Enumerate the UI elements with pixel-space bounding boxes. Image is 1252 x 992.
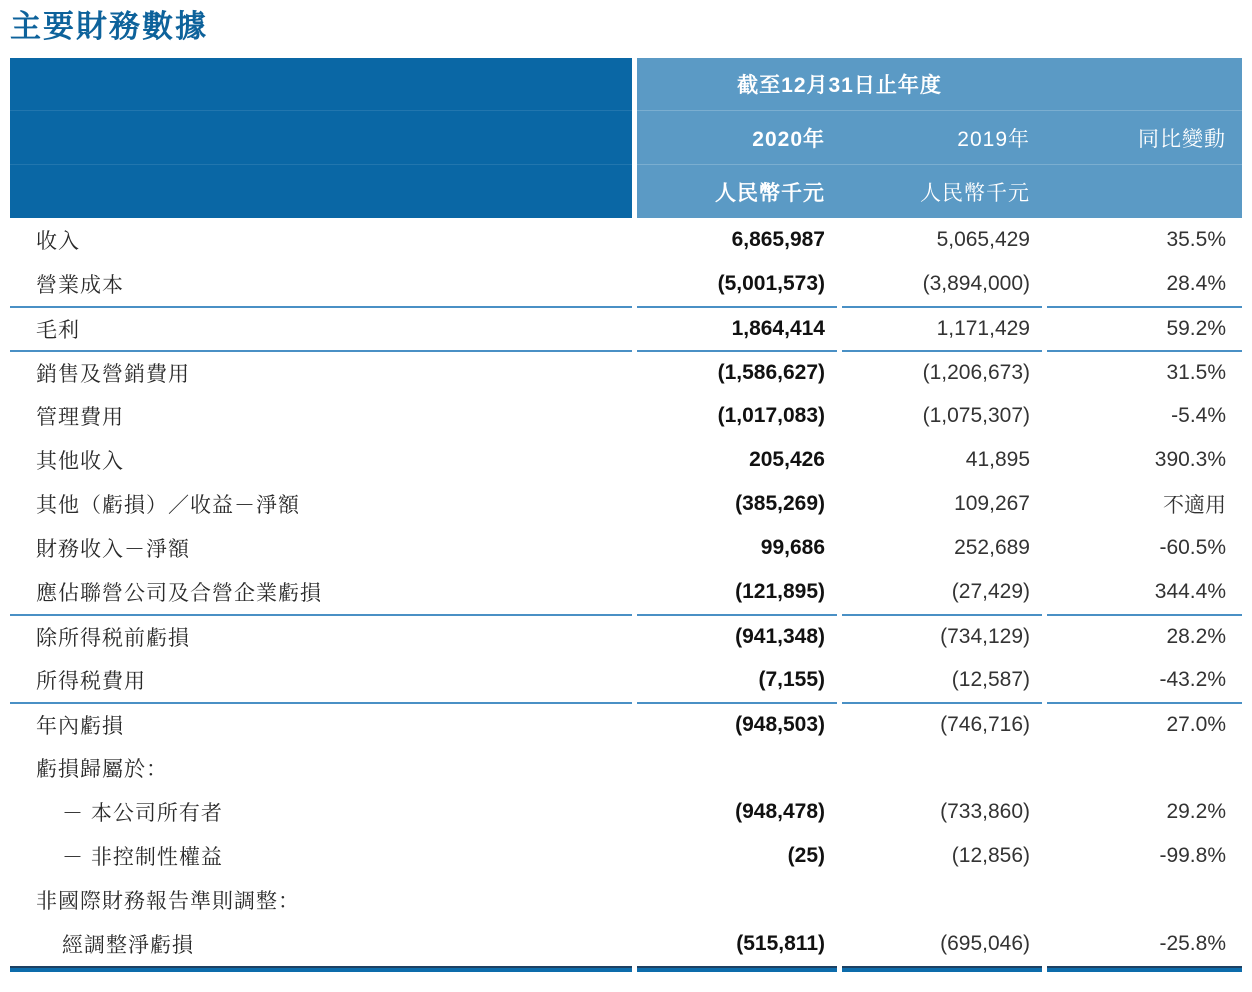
header-left-spacer <box>10 164 632 218</box>
table-header <box>10 58 1242 218</box>
value-change <box>1047 746 1242 790</box>
table-row <box>10 878 1242 922</box>
header-right-block <box>637 58 1242 218</box>
value-2019: (733,860) <box>940 800 1030 823</box>
row-label: 銷售及營銷費用 <box>10 350 632 394</box>
table-row <box>10 702 1242 746</box>
value-2019: (1,075,307) <box>922 404 1030 427</box>
value-2020: 205,426 <box>749 448 825 471</box>
bottom-border-segment <box>842 966 1042 972</box>
value-2020: (1,017,083) <box>717 404 825 427</box>
table-row <box>10 570 1242 614</box>
table-row <box>10 614 1242 658</box>
value-change: 28.2% <box>1047 614 1242 658</box>
value-change: 59.2% <box>1047 306 1242 350</box>
column-header-2020: 2020年 <box>752 127 825 151</box>
value-2019: (734,129) <box>842 614 1042 658</box>
table-row <box>10 922 1242 966</box>
table-row <box>10 658 1242 702</box>
value-2020: (25) <box>787 844 825 867</box>
row-label: 毛利 <box>10 306 632 350</box>
value-2020: (941,348) <box>637 614 837 658</box>
table-row <box>10 482 1242 526</box>
value-2020: 99,686 <box>760 536 825 559</box>
value-change: -25.8% <box>1159 932 1226 955</box>
column-header-2019: 2019年 <box>957 127 1030 151</box>
table-body <box>10 218 1242 966</box>
row-label: 年內虧損 <box>10 702 632 746</box>
value-change: -60.5% <box>1159 536 1226 559</box>
value-2019: 5,065,429 <box>936 228 1030 251</box>
bottom-border-segment <box>10 966 632 972</box>
table-bottom-border <box>10 966 1242 972</box>
value-change: 28.4% <box>1166 272 1226 295</box>
header-unit-row <box>637 164 1242 218</box>
page-title: 主要財務數據 <box>10 9 208 44</box>
value-2019: (12,587) <box>951 668 1030 691</box>
value-2020: (1,586,627) <box>637 350 837 394</box>
value-2020: (7,155) <box>758 668 825 691</box>
value-change: -99.8% <box>1159 844 1226 867</box>
value-2020 <box>637 746 837 790</box>
unit-label-2019: 人民幣千元 <box>920 181 1030 205</box>
value-2020: (5,001,573) <box>717 272 825 295</box>
row-label: － 非控制性權益 <box>62 846 223 869</box>
table-row <box>10 438 1242 482</box>
value-2020: 6,865,987 <box>731 228 825 251</box>
row-label: 收入 <box>36 230 80 253</box>
table-row <box>10 746 1242 790</box>
period-label: 截至12月31日止年度 <box>737 74 942 97</box>
value-change: 344.4% <box>1154 580 1226 603</box>
value-2020: (515,811) <box>736 932 825 955</box>
header-period-row <box>637 58 1242 110</box>
value-2020: (948,503) <box>637 702 837 746</box>
bottom-border-segment <box>637 966 837 972</box>
value-2020: (121,895) <box>735 580 825 603</box>
value-change: -43.2% <box>1159 668 1226 691</box>
row-label: 所得税費用 <box>36 670 146 693</box>
value-2020: 1,864,414 <box>637 306 837 350</box>
value-change: 不適用 <box>1163 494 1226 517</box>
column-header-change: 同比變動 <box>1138 127 1226 151</box>
value-2019 <box>842 878 1042 922</box>
row-label: 營業成本 <box>36 274 124 297</box>
value-2019: 109,267 <box>954 492 1030 515</box>
header-left-spacer <box>10 110 632 164</box>
value-2019: (12,856) <box>951 844 1030 867</box>
value-2019 <box>842 746 1042 790</box>
table-row <box>10 790 1242 834</box>
value-2019: 252,689 <box>954 536 1030 559</box>
value-2019: 41,895 <box>965 448 1030 471</box>
value-2019: (3,894,000) <box>922 272 1030 295</box>
row-label: 除所得税前虧損 <box>10 614 632 658</box>
table-row <box>10 306 1242 350</box>
header-left-spacer <box>10 58 632 110</box>
value-change: 27.0% <box>1047 702 1242 746</box>
value-2019: (1,206,673) <box>842 350 1042 394</box>
value-change: 31.5% <box>1047 350 1242 394</box>
value-change: 29.2% <box>1166 800 1226 823</box>
table-row <box>10 834 1242 878</box>
row-label: 應佔聯營公司及合營企業虧損 <box>36 582 322 605</box>
row-label: 經調整淨虧損 <box>62 934 194 957</box>
value-change: 390.3% <box>1154 448 1226 471</box>
table-row <box>10 218 1242 262</box>
header-left-block <box>10 58 632 218</box>
header-year-row <box>637 110 1242 164</box>
row-label: 非國際財務報告準則調整： <box>36 890 300 913</box>
table-row <box>10 350 1242 394</box>
value-2020: (385,269) <box>735 492 825 515</box>
row-label: 虧損歸屬於： <box>36 758 168 781</box>
value-change: 35.5% <box>1166 228 1226 251</box>
bottom-border-segment <box>1047 966 1242 972</box>
value-2020 <box>637 878 837 922</box>
row-label: 其他收入 <box>36 450 124 473</box>
table-row <box>10 394 1242 438</box>
table-row <box>10 262 1242 306</box>
value-2019: (27,429) <box>951 580 1030 603</box>
row-label: 其他（虧損）／收益－淨額 <box>36 494 300 517</box>
value-2020: (948,478) <box>735 800 825 823</box>
row-label: 管理費用 <box>36 406 124 429</box>
value-2019: (746,716) <box>842 702 1042 746</box>
row-label: － 本公司所有者 <box>62 802 223 825</box>
value-2019: 1,171,429 <box>842 306 1042 350</box>
value-change: -5.4% <box>1171 404 1226 427</box>
table-row <box>10 526 1242 570</box>
value-change <box>1047 878 1242 922</box>
value-2019: (695,046) <box>940 932 1030 955</box>
unit-label-2020: 人民幣千元 <box>715 181 825 205</box>
row-label: 財務收入－淨額 <box>36 538 190 561</box>
